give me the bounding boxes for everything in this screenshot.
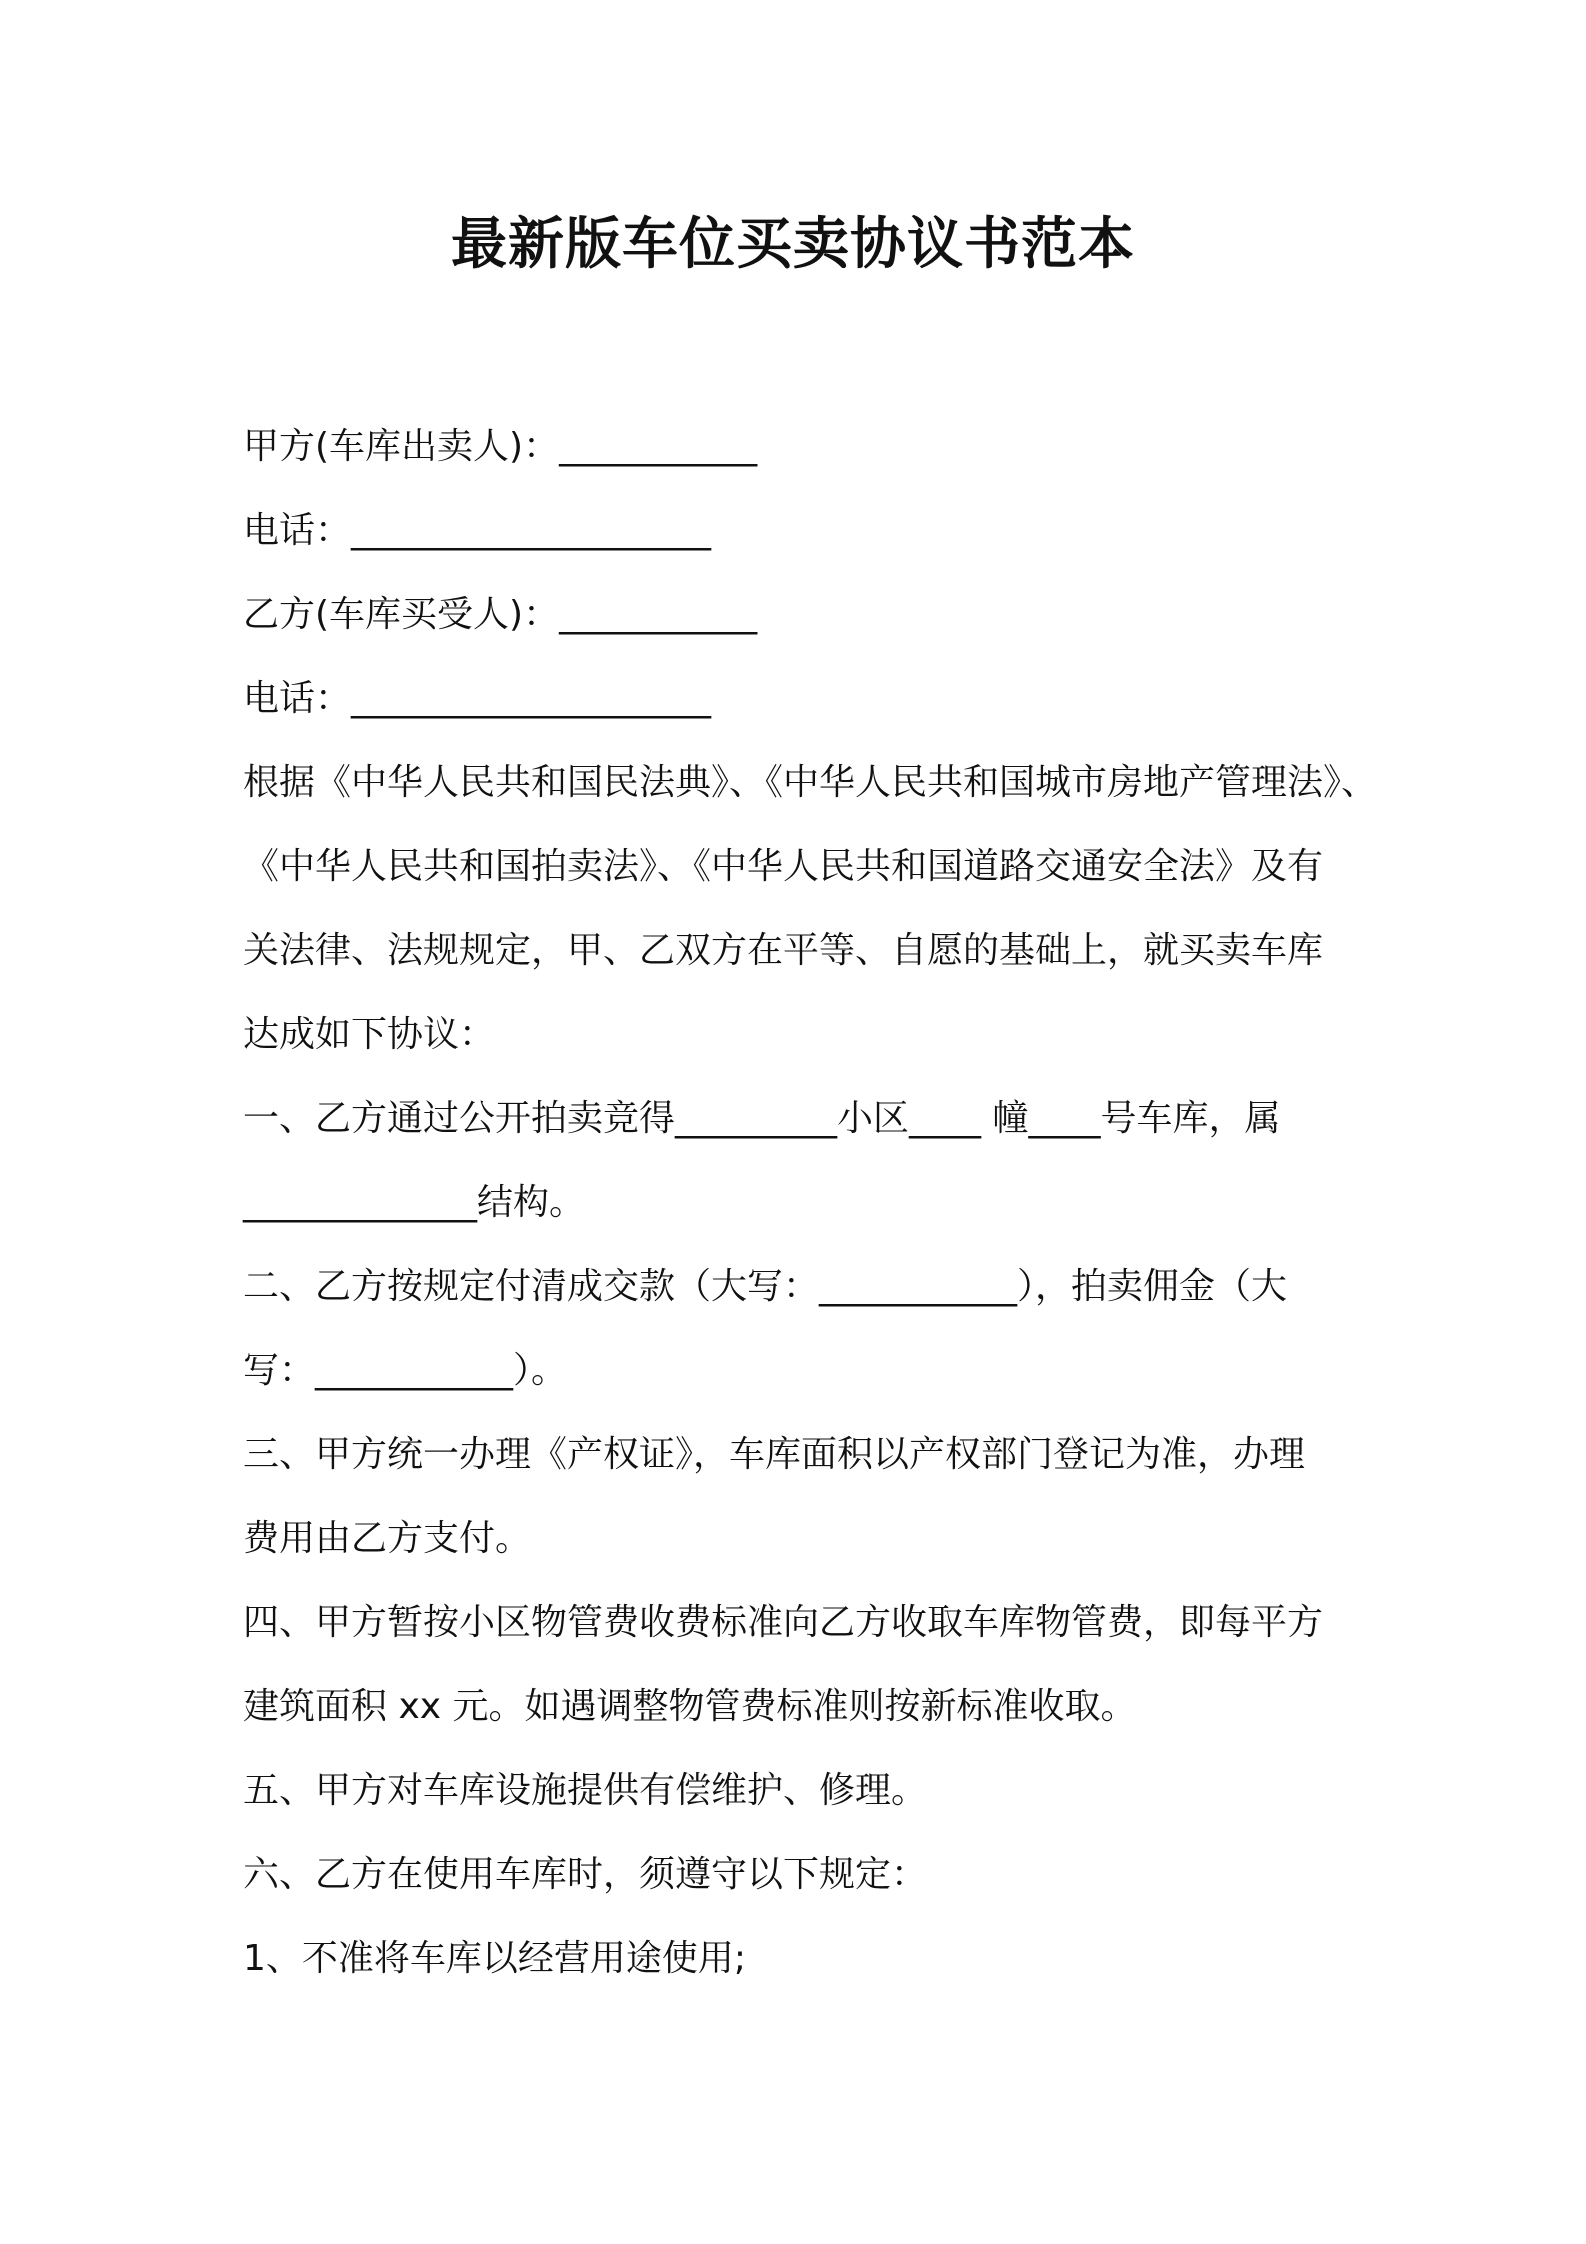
party-a-phone-line: 电话：____________________ <box>243 510 712 551</box>
clause-3-line: 费用由乙方支付。 <box>243 1518 532 1559</box>
clause-2-line: 写：___________）。 <box>243 1350 568 1391</box>
preamble-line: 《中华人民共和国拍卖法》、《中华人民共和国道路交通安全法》及有 <box>243 846 1324 887</box>
party-b-line: 乙方(车库买受人)：___________ <box>243 594 758 635</box>
preamble-line: 根据《中华人民共和国民法典》、《中华人民共和国城市房地产管理法》、 <box>243 762 1378 803</box>
party-a-line: 甲方(车库出卖人)：___________ <box>243 426 758 467</box>
clause-2-line: 二、乙方按规定付清成交款（大写：___________），拍卖佣金（大 <box>243 1266 1288 1307</box>
clause-4-line: 建筑面积 xx 元。如遇调整物管费标准则按新标准收取。 <box>243 1686 1137 1727</box>
clause-1-line: _____________结构。 <box>243 1182 586 1223</box>
preamble-line: 关法律、法规规定，甲、乙双方在平等、自愿的基础上，就买卖车库 <box>243 930 1324 971</box>
document-body <box>243 405 1378 2001</box>
clause-1-line: 一、乙方通过公开拍卖竞得_________小区____ 幢____号车库，属 <box>243 1098 1281 1139</box>
clause-5-line: 五、甲方对车库设施提供有偿维护、修理。 <box>243 1770 928 1811</box>
clause-4-line: 四、甲方暂按小区物管费收费标准向乙方收取车库物管费，即每平方 <box>243 1602 1324 1643</box>
preamble-line: 达成如下协议： <box>243 1014 496 1055</box>
clause-3-line: 三、甲方统一办理《产权证》，车库面积以产权部门登记为准，办理 <box>243 1434 1306 1475</box>
party-b-phone-line: 电话：____________________ <box>243 678 712 719</box>
clause-6-item-1-line: 1、不准将车库以经营用途使用; <box>243 1938 747 1979</box>
document-title: 最新版车位买卖协议书范本 <box>451 212 1135 277</box>
clause-6-line: 六、乙方在使用车库时，须遵守以下规定： <box>243 1854 928 1895</box>
